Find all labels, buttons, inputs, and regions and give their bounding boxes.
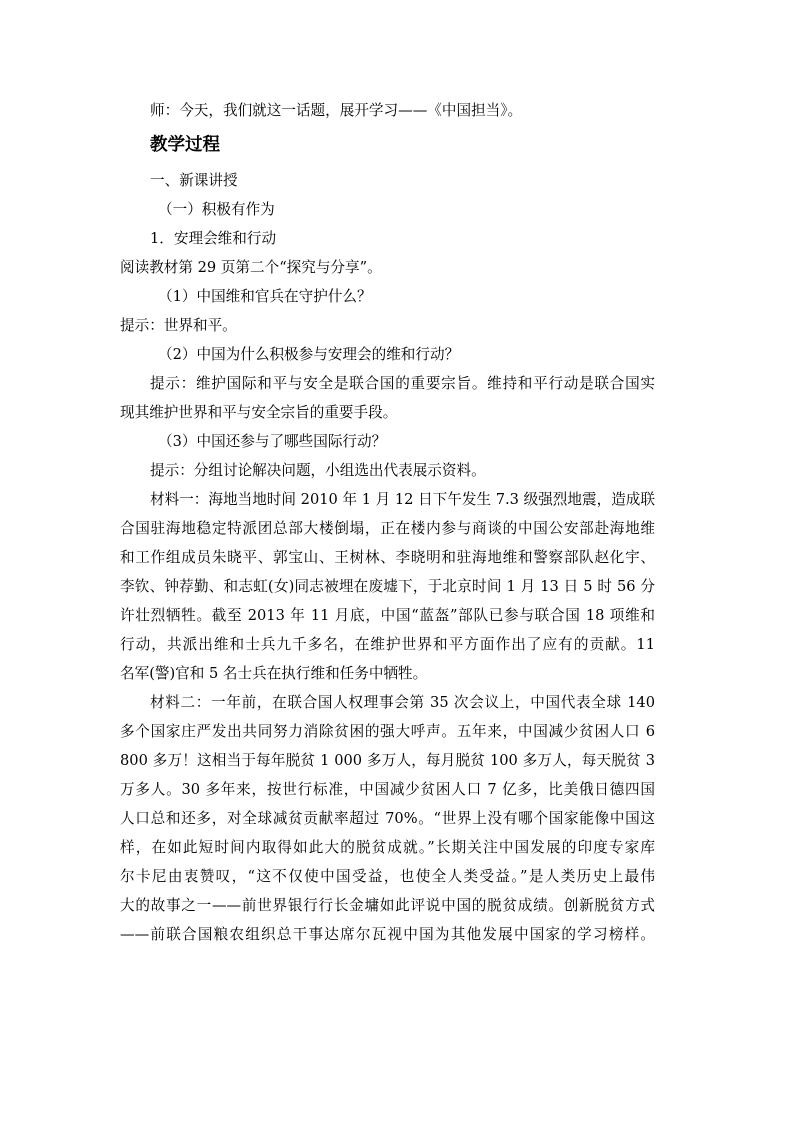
material-2-line-5: 人口总和还多，对全球减贫贡献率超过 70%。“世界上没有哪个国家能像中国这 [120,810,655,827]
material-1-line-1: 材料一：海地当地时间 2010 年 1 月 12 日下午发生 7.3 级强烈地震，造成联 [150,491,655,508]
material-2-line-4: 万多人。30 多年来，按世行标准，中国减少贫困人口 7 亿多，比美俄日德四国 [120,781,655,798]
material-2-line-6: 样，在如此短时间内取得如此大的脱贫成就。”长期关注中国发展的印度专家库 [120,839,655,856]
question-2: （2）中国为什么积极参与安理会的维和行动？ [158,346,460,363]
hint-2-line-1: 提示：维护国际和平与安全是联合国的重要宗旨。维持和平行动是联合国实 [150,375,655,392]
question-3: （3）中国还参与了哪些国际行动？ [158,433,387,450]
material-1-line-5: 许壮烈牺牲。截至 2013 年 11 月底，中国“蓝盔”部队已参与联合国 18 项维和 [120,607,655,624]
material-1-line-6: 行动，共派出维和士兵九千多名，在维护世界和平方面作出了应有的贡献。11 [120,636,655,653]
document-page [120,96,655,949]
outline-item-1: 1．安理会维和行动 [150,230,277,247]
hint-3: 提示：分组讨论解决问题，小组选出代表展示资料。 [150,462,486,479]
intro-line: 师：今天，我们就这一话题，展开学习——《中国担当》。 [150,102,523,119]
material-1-line-2: 合国驻海地稳定特派团总部大楼倒塌，正在楼内参与商谈的中国公安部赴海地维 [120,520,655,537]
section-heading: 教学过程 [150,135,220,155]
question-1: （1）中国维和官兵在守护什么？ [158,288,372,305]
material-2-line-9: ——前联合国粮农组织总干事达席尔瓦视中国为其他发展中国家的学习榜样。 [120,926,655,943]
material-2-line-2: 多个国家庄严发出共同努力消除贫困的强大呼声。五年来，中国减少贫困人口 6 [120,723,655,740]
material-2-line-8: 大的故事之一——前世界银行行长金墉如此评说中国的脱贫成绩。创新脱贫方式 [120,897,655,914]
hint-2-line-2: 现其维护世界和平与安全宗旨的重要手段。 [120,404,398,421]
material-2-line-3: 800 多万！这相当于每年脱贫 1 000 多万人，每月脱贫 100 多万人，每天脱贫 3 [120,752,655,769]
material-1-line-7: 名军(警)官和 5 名士兵在执行维和任务中牺牲。 [120,665,428,682]
material-1-line-4: 李钦、钟荐勤、和志虹(女)同志被埋在废墟下，于北京时间 1 月 13 日 5 时 56 分 [120,578,655,595]
material-1-line-3: 和工作组成员朱晓平、郭宝山、王树林、李晓明和驻海地维和警察部队赵化宇、 [120,549,655,566]
material-2-line-1: 材料二：一年前，在联合国人权理事会第 35 次会议上，中国代表全球 140 [150,694,655,711]
outline-sub-1: （一）积极有作为 [158,201,275,218]
outline-part-1: 一、新课讲授 [150,172,238,189]
material-2-line-7: 尔卡尼由衷赞叹，“这不仅使中国受益，也使全人类受益。”是人类历史上最伟 [120,868,655,885]
hint-1: 提示：世界和平。 [120,317,237,334]
reading-instruction: 阅读教材第 29 页第二个“探究与分享”。 [120,259,382,276]
